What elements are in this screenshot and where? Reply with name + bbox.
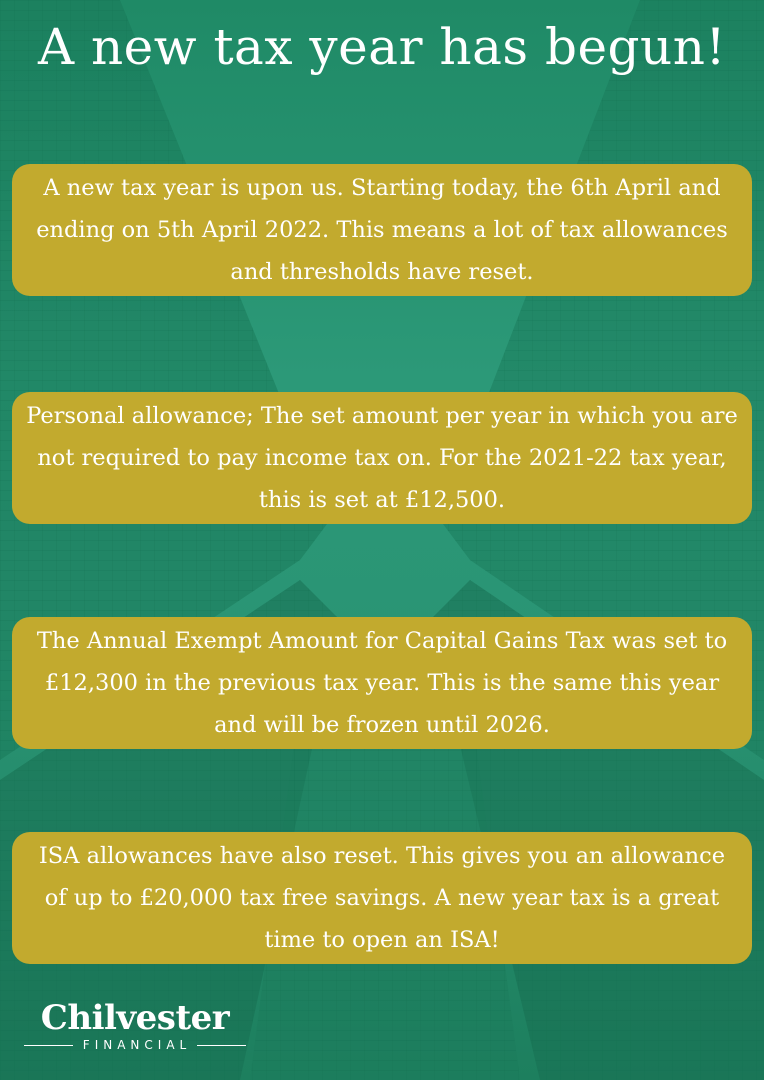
logo-divider-left (24, 1045, 73, 1046)
info-card-text: ISA allowances have also reset. This gives you an allowance of up to £20,000 tax free savings. A new year tax is a great time to open an ISA! (38, 843, 726, 953)
logo-name: Chilvester (40, 998, 230, 1038)
info-card-isa-allowance (12, 832, 752, 964)
logo-divider-right (197, 1045, 246, 1046)
chilvester-logo (24, 998, 246, 1052)
info-card-text: A new tax year is upon us. Starting today, the 6th April and ending on 5th April 2022. This means a lot of tax allowances and thresholds have reset. (36, 175, 728, 285)
info-card-capital-gains (12, 617, 752, 749)
info-card-new-tax-year (12, 164, 752, 296)
logo-subtitle: FINANCIAL (82, 1038, 192, 1052)
page-title: A new tax year has begun! (37, 18, 727, 76)
info-card-text: Personal allowance; The set amount per year in which you are not required to pay income tax on. For the 2021-22 tax year, this is set at £12,500. (26, 403, 738, 513)
logo-subtitle-row (24, 1038, 246, 1052)
info-card-personal-allowance (12, 392, 752, 524)
info-card-text: The Annual Exempt Amount for Capital Gains Tax was set to £12,300 in the previous tax year. This is the same this year and will be frozen until 2026. (36, 628, 728, 738)
